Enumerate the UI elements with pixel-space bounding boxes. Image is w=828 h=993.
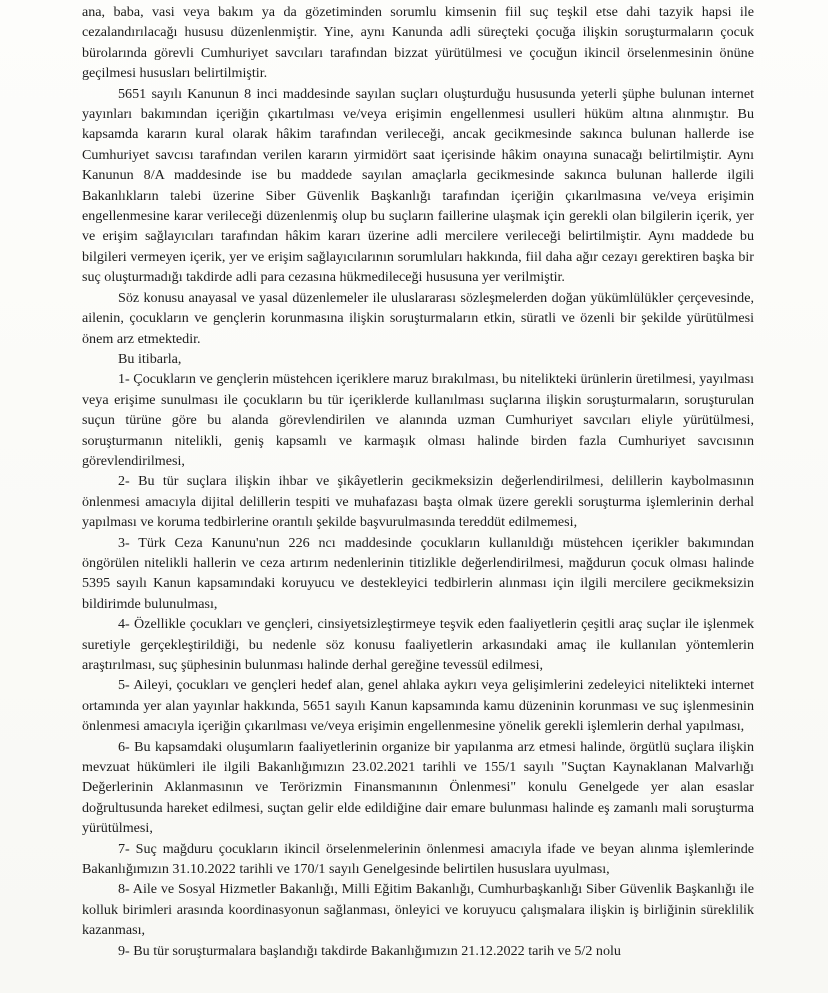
list-item-6: 6- Bu kapsamdaki oluşumların faaliyetlerinin organize bir yapılanma arz etmesi halinde, örgütlü suçlara ilişkin mevzuat hükümleri ile ilgili Bakanlığımızın 23.02.2021 tarihli ve 155/1 sayılı "Suçtan Kaynaklanan Malvarlığı Değerlerinin Aklanmasının ve Terörizmin Finansmanının Önlenmesi" konulu Genelgede yer alan esaslar doğrultusunda hareket edilmesi, suçtan gelir elde edildiğine dair emare bulunması halinde eş zamanlı mali soruşturma yürütülmesi, [82,738,754,837]
list-item-7: 7- Suç mağduru çocukların ikincil örselenmelerinin önlenmesi amacıyla ifade ve beyan alınma işlemlerinde Bakanlığımızın 31.10.2022 tarihli ve 170/1 sayılı Genelgesinde belirtilen hususlara uyulması, [82,840,754,878]
list-item-5: 5- Aileyi, çocukları ve gençleri hedef alan, genel ahlaka aykırı veya gelişimlerini zedeleyici nitelikteki internet ortamında yer alan yayınlar hakkında, 5651 sayılı Kanun kapsamında kamu düzeninin korunması ve suç işlenmesinin önlenmesi amacıyla içeriğin çıkarılması ve/veya erişimin engellenmesine yönelik gerekli işlemlerin derhal yapılması, [82,677,754,735]
list-item-9: 9- Bu tür soruşturmalara başlandığı takdirde Bakanlığımızın 21.12.2022 tarih ve 5/2 nolu [118,942,621,959]
list-item-1: 1- Çocukların ve gençlerin müstehcen içeriklere maruz bırakılması, bu nitelikteki ürünlerin üretilmesi, yayılması veya erişime sunulması ile çocukların bu tür içeriklerde kullanılması suçlarına ilişkin soruşturmaların, soruşturulan suçun türüne göre bu alanda görevlendirilen ve alanında uzman Cumhuriyet savcıları eliyle yürütülmesi, soruşturmanın nitelikli, geniş kapsamlı ve karmaşık olması halinde birden fazla Cumhuriyet savcısının görevlendirilmesi, [82,371,754,469]
paragraph-intro-continuation: ana, baba, vasi veya bakım ya da gözetiminden sorumlu kimsenin fiil suç teşkil etse dahi tazyik hapsi ile cezalandırılacağı hususu düzenlenmiştir. Yine, aynı Kanunda adli süreçteki çocuğa ilişkin soruşturmaların çocuk bürolarında görevli Cumhuriyet savcıları tarafından bizzat yürütülmesi ve çocuğun ikincil örselenmesinin önüne geçilmesi hususları belirtilmiştir. [82,4,754,82]
paragraph-law-5651: 5651 sayılı Kanunun 8 inci maddesinde sayılan suçları oluşturduğu hususunda yeterli şüphe bulunan internet yayınları bakımından içeriğin çıkartılması ve/veya erişimin engellenmesi usulleri hüküm altına alınmıştır. Bu kapsamda kararın kural olarak hâkim tarafından verileceği, ancak gecikmesinde sakınca bulunan hallerde ise Cumhuriyet savcısı tarafından verilen kararın yirmidört saat içerisinde hâkim onayına sunacağı belirtilmiştir. Aynı Kanunun 8/A maddesinde ise bu maddede sayılan amaçlarla gecikmesinde sakınca bulunan hallerde ilgili Bakanlıkların talebi üzerine Siber Güvenlik Başkanlığı tarafından içeriğin çıkarılmasına ve/veya erişimin engellenmesine karar verileceği düzenlenmiş olup bu suçların faillerine ulaşmak için gerekli olan bilgilerin içerik, yer ve erişim sağlayıcıları tarafından hâkim kararı üzerine adli mercilere verileceği belirtilmiştir. Aynı maddede bu bilgileri vermeyen içerik, yer ve erişim sağlayıcılarının sorumluları hakkında, fiil daha ağır cezayı gerektiren başka bir suç oluşturmadığı takdirde adli para cezasına hükmedileceği hususuna yer verilmiştir. [82,85,754,286]
list-item-3: 3- Türk Ceza Kanunu'nun 226 ncı maddesinde çocukların kullanıldığı müstehcen içerikler bakımından öngörülen nitelikli hallerin ve ceza artırım nedenlerinin titizlikle değerlendirilmesi, mağdurun çocuk olması halinde 5395 sayılı Kanun kapsamındaki koruyucu ve destekleyici tedbirlerin alınması için ilgili mercilere gecikmeksizin bildirimde bulunulması, [82,534,754,612]
paragraph-bu-itibarla: Bu itibarla, [118,350,182,367]
list-item-8: 8- Aile ve Sosyal Hizmetler Bakanlığı, Milli Eğitim Bakanlığı, Cumhurbaşkanlığı Siber Güvenlik Başkanlığı ile kolluk birimleri arasında koordinasyonun sağlanması, önleyici ve koruyucu çalışmalara ilişkin iş birliğinin süreklilik kazanması, [82,881,754,939]
list-item-2: 2- Bu tür suçlara ilişkin ihbar ve şikâyetlerin gecikmeksizin değerlendirilmesi, delillerin kaybolmasının önlenmesi amacıyla dijital delillerin tespiti ve muhafazası başta olmak üzere gerekli soruşturma işlemlerinin derhal yapılması ve koruma tedbirlerine orantılı şekilde başvurulmasında tereddüt edilmemesi, [82,473,754,531]
paragraph-summary: Söz konusu anayasal ve yasal düzenlemeler ile uluslararası sözleşmelerden doğan yükümlülükler çerçevesinde, ailenin, çocukların ve gençlerin korunmasına ilişkin soruşturmaların etkin, süratli ve özenli bir şekilde yürütülmesi önem arz etmektedir. [82,289,754,347]
list-item-4: 4- Özellikle çocukları ve gençleri, cinsiyetsizleştirmeye teşvik eden faaliyetlerin çeşitli araç suçlar ile işlenmek suretiyle gerçekleştirildiği, bu nedenle söz konusu faaliyetlerin arkasındaki amaç ile kullanılan yöntemlerin araştırılması, suç şüphesinin bulunması halinde derhal gereğine tevessül edilmesi, [82,616,754,673]
